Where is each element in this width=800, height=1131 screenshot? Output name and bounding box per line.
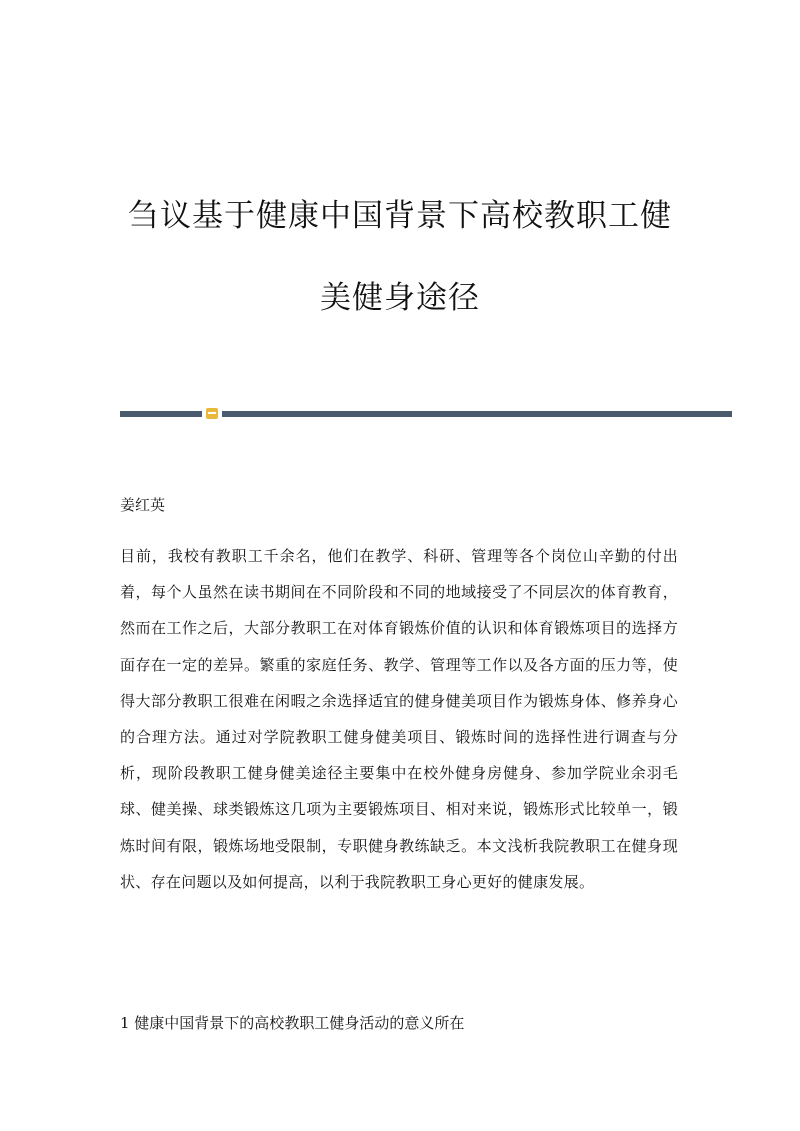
document-title-line-2: 美健身途径 bbox=[320, 280, 480, 316]
document-title-line-1: 刍议基于健康中国背景下高校教职工健 bbox=[128, 198, 672, 234]
author-name: 姜红英 bbox=[120, 496, 166, 514]
section-heading-1: 1 健康中国背景下的高校教职工健身活动的意义所在 bbox=[120, 1014, 465, 1032]
divider-bar-left bbox=[120, 411, 202, 417]
document-badge-icon bbox=[206, 408, 218, 419]
abstract-paragraph: 目前，我校有教职工千余名，他们在教学、科研、管理等各个岗位山辛勤的付出着，每个人虽然在读书期间在不同阶段和不同的地域接受了不同层次的体育教育，然而在工作之后，大部分教职工在对体育锻炼价值的认识和体育锻炼项目的选择方面存在一定的差异。繁重的家庭任务、教学、管理等工作以及各方面的压力等，使得大部分教职工很难在闲暇之余选择适宜的健身健美项目作为锻炼身体、修养身心的合理方法。通过对学院教职工健身健美项目、锻炼时间的选择性进行调查与分析，现阶段教职工健身健美途径主要集中在校外健身房健身、参加学院业余羽毛球、健美操、球类锻炼这几项为主要锻炼项目、相对来说，锻炼形式比较单一，锻炼时间有限，锻炼场地受限制，专职健身教练缺乏。本文浅析我院教职工在健身现状、存在问题以及如何提高，以利于我院教职工身心更好的健康发展。 bbox=[120, 547, 678, 891]
title-divider bbox=[120, 408, 732, 418]
divider-bar-right bbox=[222, 411, 732, 417]
